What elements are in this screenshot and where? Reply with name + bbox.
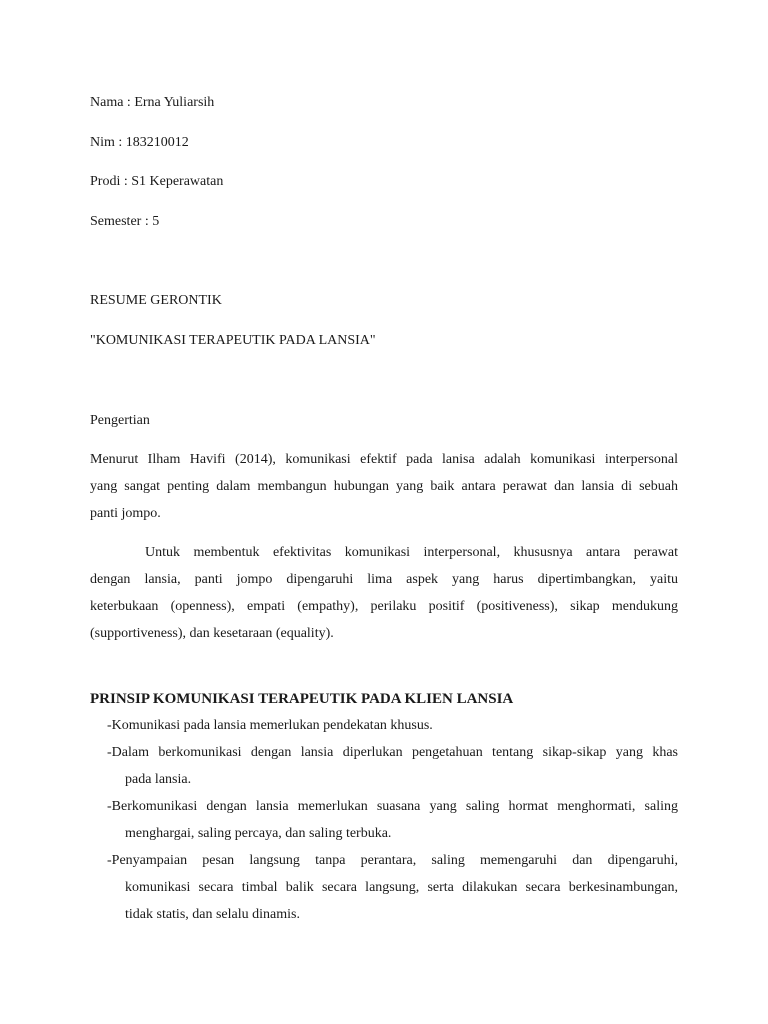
paragraph-line: yang sangat penting dalam membangun hubungan yang baik antara perawat dan lansia di sebuah [90,479,678,494]
paragraph-line: Menurut Ilham Havifi (2014), komunikasi efektif pada lanisa adalah komunikasi interpersonal [90,452,678,467]
paragraph-line: Untuk membentuk efektivitas komunikasi interpersonal, khususnya antara perawat [145,545,678,560]
student-nim: Nim : 183210012 [90,135,189,150]
list-item: -Dalam berkomunikasi dengan lansia diperlukan pengetahuan tentang sikap-sikap yang khas [107,745,678,760]
list-item: -Komunikasi pada lansia memerlukan pendekatan khusus. [107,718,433,733]
student-prodi: Prodi : S1 Keperawatan [90,174,224,189]
paragraph-line: panti jompo. [90,506,161,521]
list-item-continuation: menghargai, saling percaya, dan saling terbuka. [125,826,392,841]
section-heading-prinsip: PRINSIP KOMUNIKASI TERAPEUTIK PADA KLIEN LANSIA [90,691,514,707]
student-name: Nama : Erna Yuliarsih [90,95,215,110]
list-item-continuation: pada lansia. [125,772,192,787]
doc-title: RESUME GERONTIK [90,293,222,308]
list-item: -Penyampaian pesan langsung tanpa perantara, saling memengaruhi dan dipengaruhi, [107,853,678,868]
student-semester: Semester : 5 [90,214,160,229]
paragraph-line: keterbukaan (openness), empati (empathy), perilaku positif (positiveness), sikap mendukung [90,599,678,614]
paragraph-line: dengan lansia, panti jompo dipengaruhi lima aspek yang harus dipertimbangkan, yaitu [90,572,678,587]
paragraph-line: (supportiveness), dan kesetaraan (equality). [90,626,334,641]
section-heading-pengertian: Pengertian [90,413,150,428]
list-item: -Berkomunikasi dengan lansia memerlukan suasana yang saling hormat menghormati, saling [107,799,678,814]
list-item-continuation: komunikasi secara timbal balik secara langsung, serta dilakukan secara berkesinambungan, [125,880,678,895]
doc-subtitle: "KOMUNIKASI TERAPEUTIK PADA LANSIA" [90,333,376,348]
list-item-continuation: tidak statis, dan selalu dinamis. [125,907,300,922]
